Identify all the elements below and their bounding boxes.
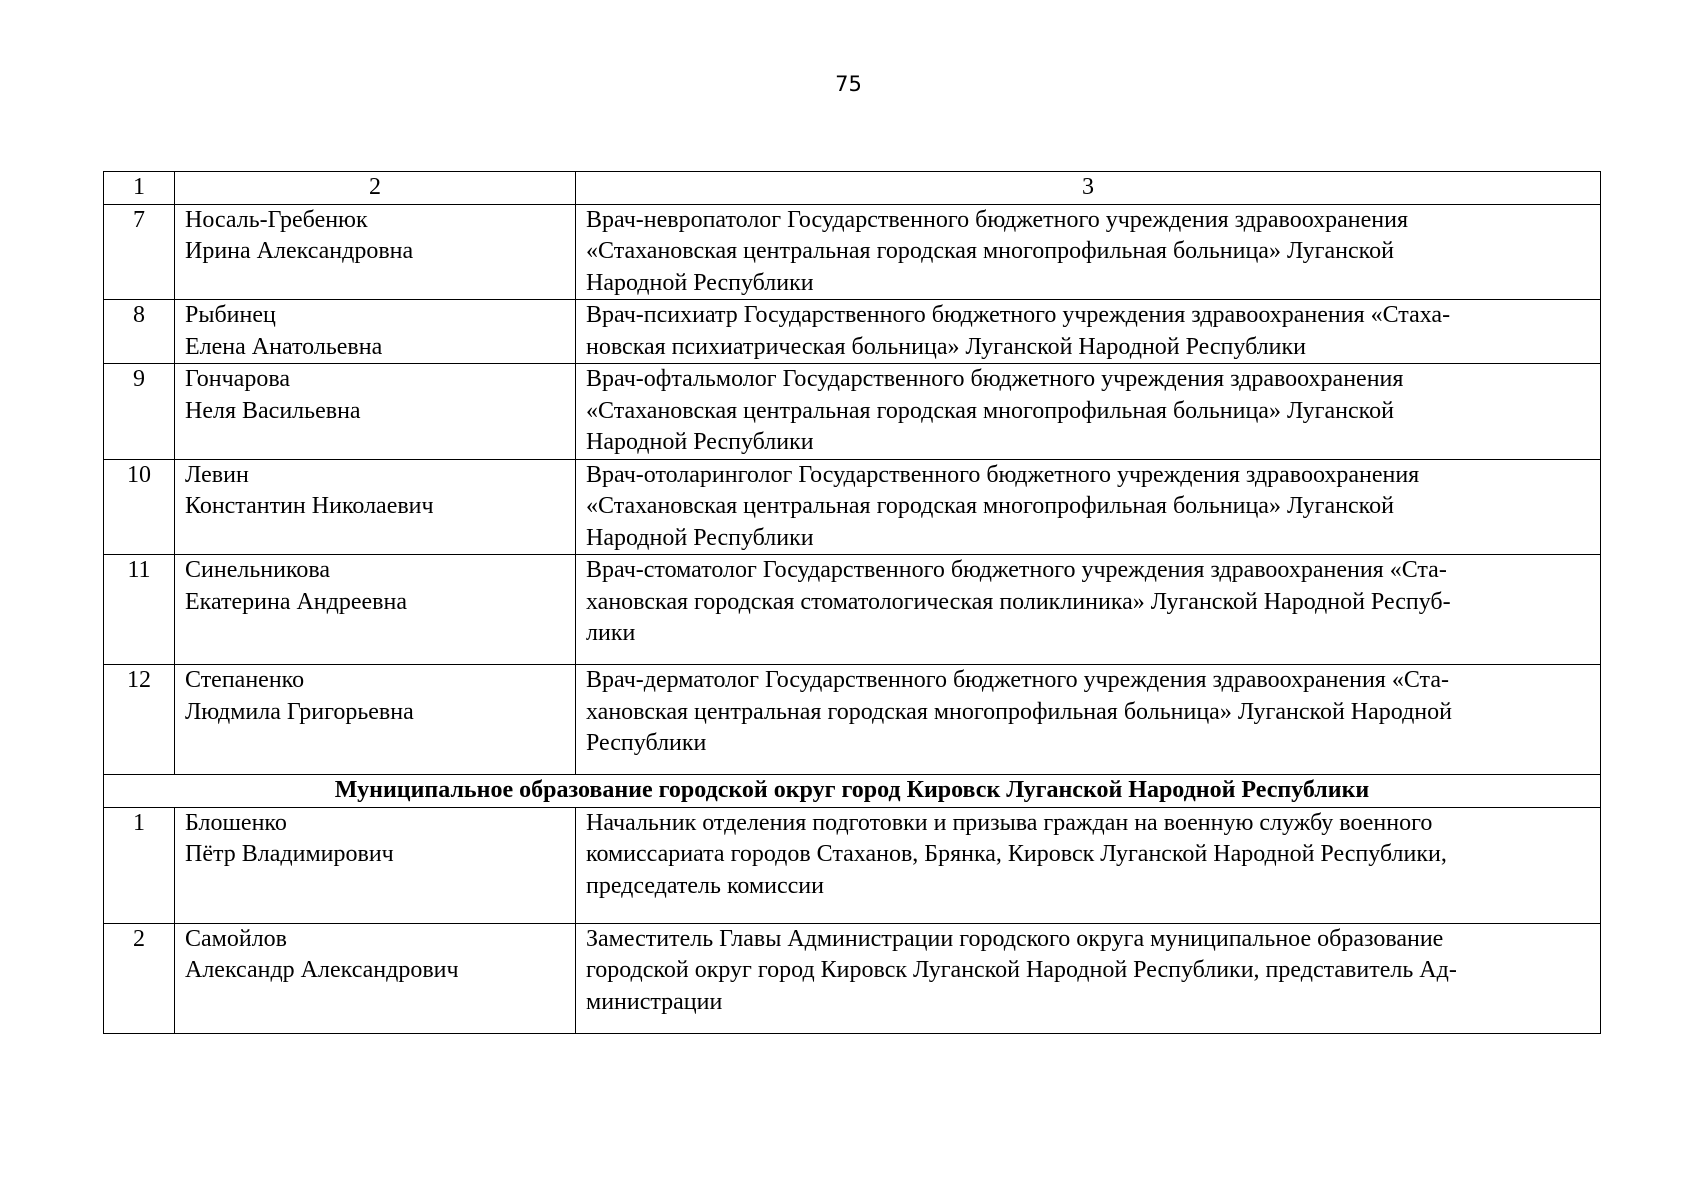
person-name: [175, 665, 576, 775]
position-line: Врач-невропатолог Государственного бюджетного учреждения здравоохранения: [586, 206, 1408, 233]
person-surname: Самойлов: [185, 925, 287, 952]
table-row: [104, 300, 1601, 364]
person-surname: Степаненко: [185, 667, 305, 693]
person-name: [175, 204, 576, 300]
person-position: [576, 807, 1601, 923]
person-surname: Рыбинец: [185, 302, 276, 328]
person-name: [175, 364, 576, 460]
person-surname: Синельникова: [185, 557, 331, 583]
position-line: Республики: [586, 730, 707, 756]
column-number: 1: [104, 172, 175, 205]
person-position: [576, 204, 1601, 300]
row-number: 1: [104, 807, 175, 923]
column-number-row: [104, 172, 1601, 205]
position-line: Врач-дерматолог Государственного бюджетного учреждения здравоохранения «Ста-: [586, 667, 1449, 693]
section-title: Муниципальное образование городской округ город Кировск Луганской Народной Республики: [104, 775, 1601, 808]
position-line: «Стахановская центральная городская многопрофильная больница» Луганской: [586, 493, 1394, 519]
page-number: 75: [835, 72, 862, 96]
person-surname: Гончарова: [185, 366, 290, 392]
position-line: Народной Республики: [586, 524, 814, 551]
person-surname: Блошенко: [185, 809, 287, 836]
position-line: Начальник отделения подготовки и призыва граждан на военную службу военного: [586, 809, 1433, 836]
person-name: [175, 459, 576, 555]
person-given-name: Ирина Александровна: [185, 238, 414, 264]
position-line: председатель комиссии: [586, 872, 824, 899]
row-number: 11: [104, 555, 175, 665]
position-line: хановская центральная городская многопрофильная больница» Луганской Народной: [586, 698, 1452, 725]
table-row: [104, 555, 1601, 665]
position-line: министрации: [586, 988, 723, 1015]
person-given-name: Неля Васильевна: [185, 397, 361, 424]
person-name: [175, 923, 576, 1033]
person-position: [576, 364, 1601, 460]
position-line: Заместитель Главы Администрации городского округа муниципальное образование: [586, 925, 1444, 952]
person-given-name: Пётр Владимирович: [185, 841, 394, 867]
position-line: Врач-стоматолог Государственного бюджетного учреждения здравоохранения «Ста-: [586, 557, 1447, 583]
person-name: [175, 300, 576, 364]
row-number: 9: [104, 364, 175, 460]
person-position: [576, 459, 1601, 555]
column-number: 2: [175, 172, 576, 205]
person-position: [576, 665, 1601, 775]
position-line: Народной Республики: [586, 269, 814, 296]
person-name: [175, 807, 576, 923]
section-header-row: [104, 775, 1601, 808]
person-position: [576, 923, 1601, 1033]
position-line: новская психиатрическая больница» Луганской Народной Республики: [586, 333, 1307, 360]
table-row: [104, 204, 1601, 300]
row-number: 12: [104, 665, 175, 775]
position-line: «Стахановская центральная городская многопрофильная больница» Луганской: [586, 238, 1394, 264]
position-line: комиссариата городов Стаханов, Брянка, Кировск Луганской Народной Республики,: [586, 841, 1447, 867]
person-position: [576, 300, 1601, 364]
person-given-name: Людмила Григорьевна: [185, 698, 414, 725]
person-given-name: Екатерина Андреевна: [185, 588, 407, 615]
column-number: 3: [576, 172, 1601, 205]
person-name: [175, 555, 576, 665]
commission-members-table: [103, 171, 1601, 1034]
position-line: хановская городская стоматологическая поликлиника» Луганской Народной Респуб-: [586, 588, 1451, 615]
row-number: 2: [104, 923, 175, 1033]
person-given-name: Елена Анатольевна: [185, 333, 383, 360]
position-line: лики: [586, 620, 636, 646]
row-number: 10: [104, 459, 175, 555]
position-line: Народной Республики: [586, 429, 814, 455]
position-line: Врач-психиатр Государственного бюджетного учреждения здравоохранения «Стаха-: [586, 302, 1451, 328]
table-row: [104, 665, 1601, 775]
person-given-name: Александр Александрович: [185, 957, 459, 983]
table-row: [104, 807, 1601, 923]
row-number: 7: [104, 204, 175, 300]
position-line: Врач-отоларинголог Государственного бюджетного учреждения здравоохранения: [586, 461, 1420, 488]
person-surname: Левин: [185, 461, 249, 488]
person-given-name: Константин Николаевич: [185, 493, 434, 519]
person-surname: Носаль-Гребенюк: [185, 206, 368, 233]
person-position: [576, 555, 1601, 665]
table-row: [104, 364, 1601, 460]
table-row: [104, 459, 1601, 555]
position-line: «Стахановская центральная городская многопрофильная больница» Луганской: [586, 397, 1394, 424]
row-number: 8: [104, 300, 175, 364]
position-line: городской округ город Кировск Луганской Народной Республики, представитель Ад-: [586, 957, 1457, 983]
position-line: Врач-офтальмолог Государственного бюджетного учреждения здравоохранения: [586, 366, 1404, 392]
table-row: [104, 923, 1601, 1033]
